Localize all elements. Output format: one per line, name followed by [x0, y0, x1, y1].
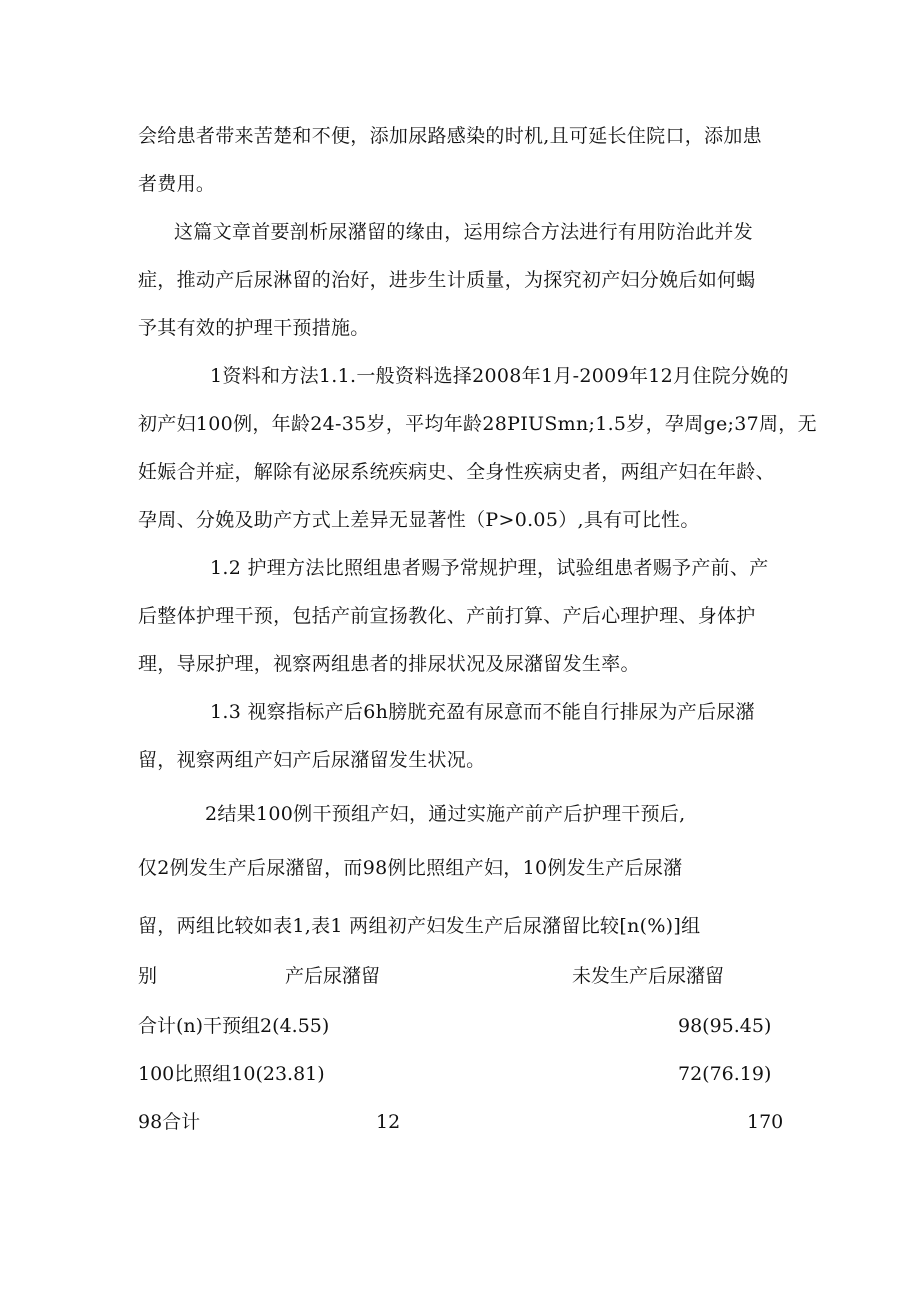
table-header-col1: 别: [138, 965, 158, 987]
table-row-1-right: 98(95.45): [678, 1015, 772, 1037]
paragraph-6-line-2: 仅2例发生产后尿潴留，而98例比照组产妇，10例发生产后尿潴: [138, 857, 683, 879]
table-row-2-left: 100比照组10(23.81): [138, 1063, 325, 1085]
table-row-2-right: 72(76.19): [678, 1063, 772, 1085]
paragraph-6-line-3: 留，两组比较如表1,表1 两组初产妇发生产后尿潴留比较[n(%)]组: [138, 915, 701, 937]
table-header-col2: 产后尿潴留: [285, 965, 381, 987]
paragraph-1-line-2: 者费用。: [138, 173, 216, 195]
paragraph-3-line-4: 孕周、分娩及助产方式上差异无显著性（P>0.05）,具有可比性。: [138, 509, 700, 531]
paragraph-5-line-1: 1.3 视察指标产后6h膀胱充盈有尿意而不能自行排尿为产后尿潴: [210, 701, 755, 723]
table-row-1-left: 合计(n)干预组2(4.55): [138, 1015, 330, 1037]
paragraph-6-line-1: 2结果100例干预组产妇，通过实施产前产后护理干预后,: [205, 803, 686, 825]
paragraph-2-line-3: 予其有效的护理干预措施。: [138, 317, 370, 339]
table-row-3-mid: 12: [376, 1111, 401, 1133]
paragraph-3-line-1: 1资料和方法1.1.一般资料选择2008年1月-2009年12月住院分娩的: [210, 365, 789, 387]
paragraph-4-line-2: 后整体护理干预，包括产前宣扬教化、产前打算、产后心理护理、身体护: [138, 605, 756, 627]
paragraph-4-line-1: 1.2 护理方法比照组患者赐予常规护理，试验组患者赐予产前、产: [210, 557, 769, 579]
table-row-3-left: 98合计: [138, 1111, 201, 1133]
table-row-3-right: 170: [747, 1111, 784, 1133]
paragraph-5-line-2: 留，视察两组产妇产后尿潴留发生状况。: [138, 749, 486, 771]
paragraph-3-line-3: 妊娠合并症，解除有泌尿系统疾病史、全身性疾病史者，两组产妇在年龄、: [138, 461, 775, 483]
paragraph-1-line-1: 会给患者带来苦楚和不便，添加尿路感染的时机,且可延长住院口，添加患: [138, 125, 762, 147]
table-header-col3: 未发生产后尿潴留: [572, 965, 725, 987]
paragraph-2-line-1: 这篇文章首要剖析尿潴留的缘由，运用综合方法进行有用防治此并发: [174, 221, 754, 243]
paragraph-4-line-3: 理，导尿护理，视察两组患者的排尿状况及尿潴留发生率。: [138, 653, 640, 675]
paragraph-3-line-2: 初产妇100例，年龄24-35岁，平均年龄28PIUSmn;1.5岁，孕周ge;37周，无: [138, 413, 817, 435]
paragraph-2-line-2: 症，推动产后尿淋留的治好，进步生计质量，为探究初产妇分娩后如何蝎: [138, 269, 756, 291]
